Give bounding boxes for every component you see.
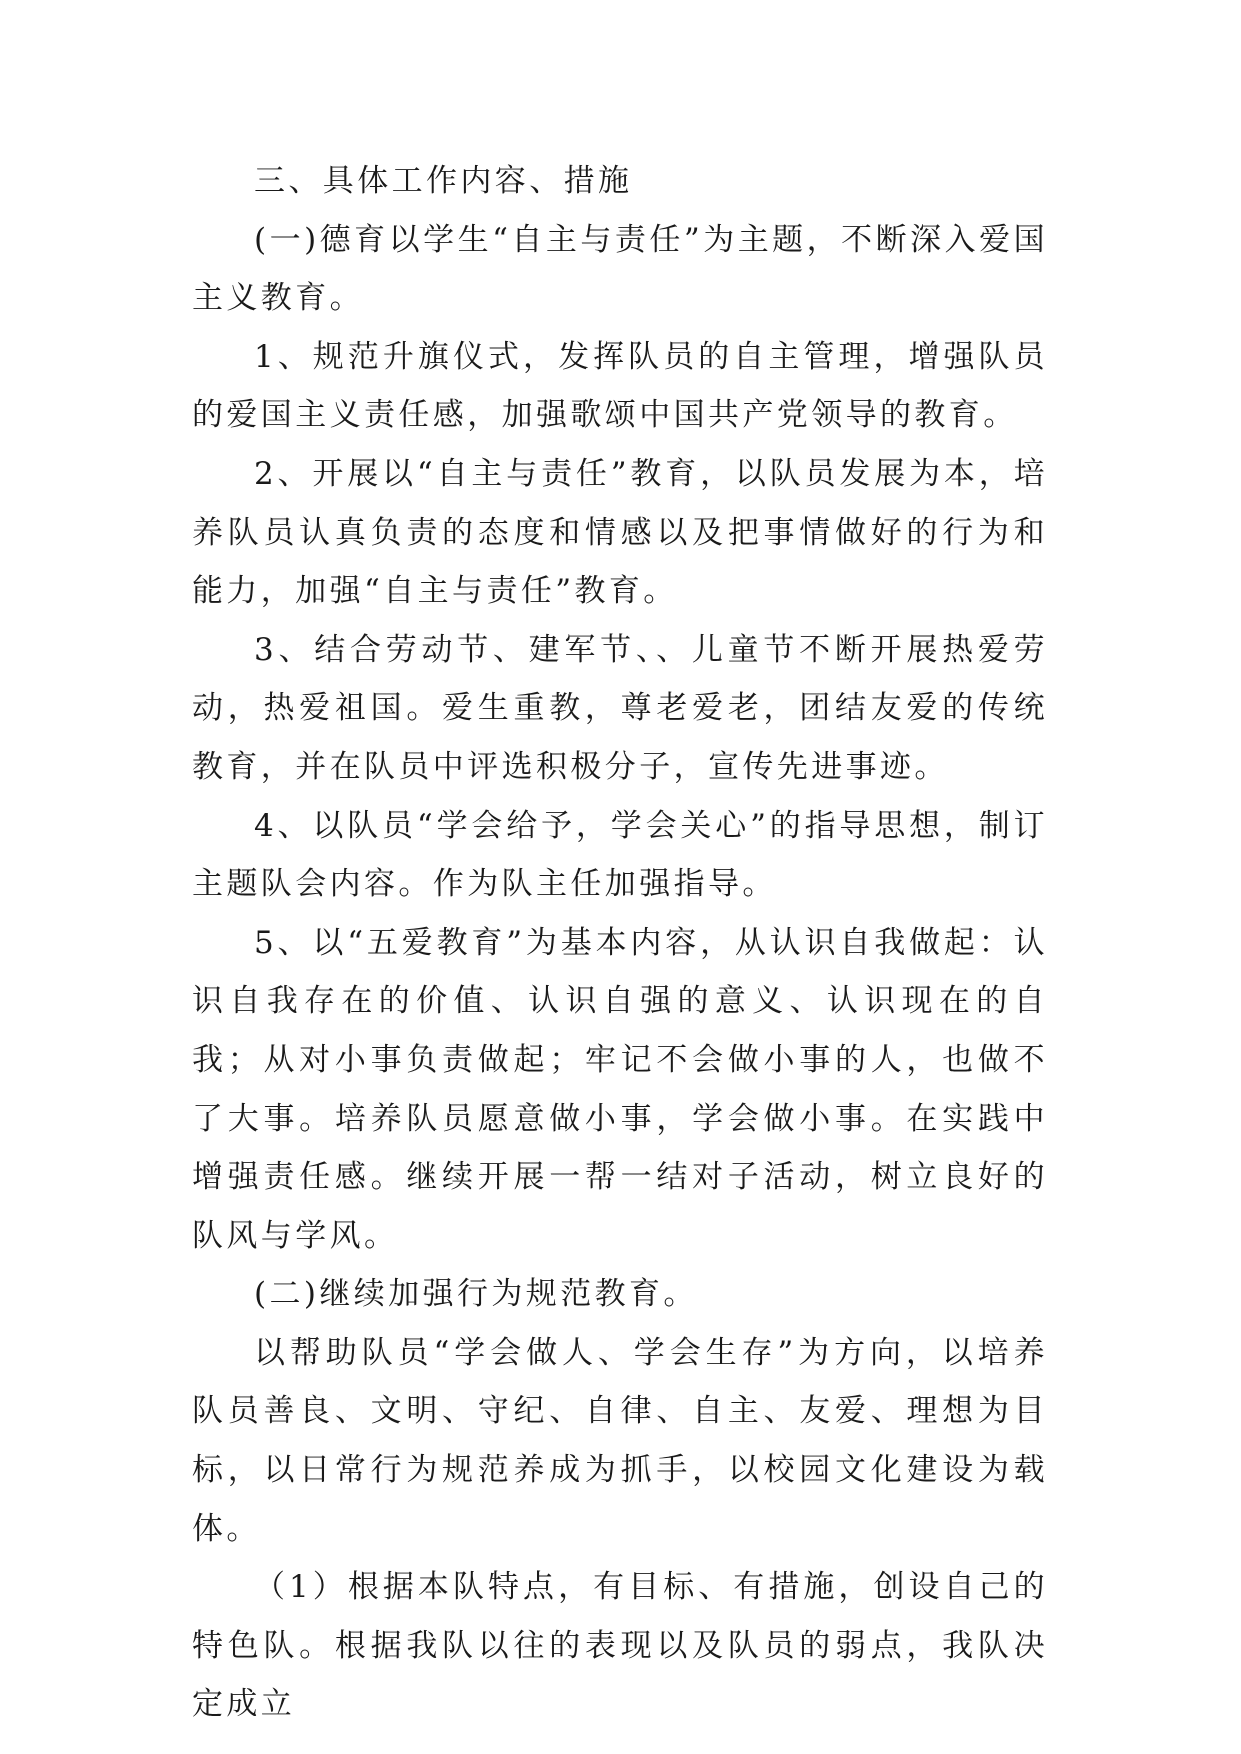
section-heading: 三、具体工作内容、措施 [254, 163, 633, 199]
subsection-heading-1: (一)德育以学生“自主与责任”为主题，不断深入爱国主义教育。 [192, 221, 1048, 317]
paragraph-behavior-intro: 以帮助队员“学会做人、学会生存”为方向，以培养队员善良、文明、守纪、自律、自主、友爱、理想为目标，以日常行为规范养成为抓手，以校园文化建设为载体。 [192, 1334, 1048, 1547]
paragraph-item-5: 5、以“五爱教育”为基本内容，从认识自我做起：认识自我存在的价值、认识自强的意义、认识现在的自我；从对小事负责做起；牢记不会做小事的人，也做不了大事。培养队员愿意做小事，学会做小事。在实践中增强责任感。继续开展一帮一结对子活动，树立良好的队风与学风。 [192, 924, 1048, 1254]
paragraph-item-2: 2、开展以“自主与责任”教育，以队员发展为本，培养队员认真负责的态度和情感以及把事情做好的行为和能力，加强“自主与责任”教育。 [192, 455, 1048, 610]
paragraph-item-1: 1、规范升旗仪式，发挥队员的自主管理，增强队员的爱国主义责任感，加强歌颂中国共产党领导的教育。 [192, 338, 1048, 434]
paragraph-item-4: 4、以队员“学会给予，学会关心”的指导思想，制订主题队会内容。作为队主任加强指导。 [192, 807, 1048, 903]
paragraph-item-3: 3、结合劳动节、建军节、、儿童节不断开展热爱劳动，热爱祖国。爱生重教，尊老爱老，团结友爱的传统教育，并在队员中评选积极分子，宣传先进事迹。 [192, 631, 1048, 785]
subsection-heading-2: (二)继续加强行为规范教育。 [254, 1276, 698, 1313]
paragraph-behavior-item-1: （1）根据本队特点，有目标、有措施，创设自己的特色队。根据我队以往的表现以及队员的弱点，我队决定成立 [192, 1569, 1048, 1723]
document-body [192, 152, 1048, 1734]
